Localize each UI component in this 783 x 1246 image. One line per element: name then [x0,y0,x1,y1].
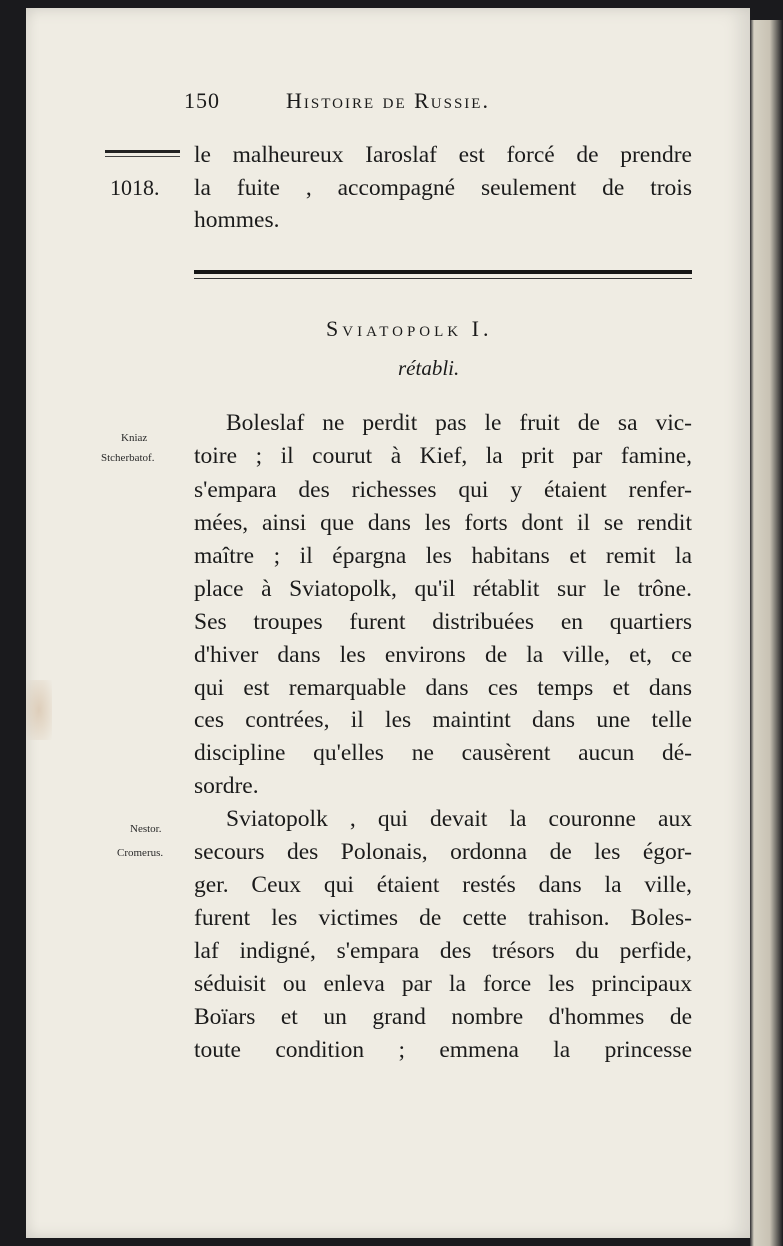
margin-note: Stcherbatof. [101,452,155,464]
margin-rule [105,150,180,153]
text-line: laf indigné, s'empara des trésors du perfide, [194,938,692,964]
section-divider [194,270,692,274]
running-title: Histoire de Russie. [286,88,490,113]
text-line: le malheureux Iaroslaf est forcé de prendre [194,142,692,168]
text-line: ces contrées, il les maintint dans une telle [194,707,692,733]
chapter-subtitle: rétabli. [398,356,460,380]
text-line: qui est remarquable dans ces temps et dans [194,675,692,701]
text-line: s'empara des richesses qui y étaient renfer- [194,477,692,503]
margin-note: Cromerus. [117,847,164,859]
text-line: ger. Ceux qui étaient restés dans la ville, [194,872,692,898]
paper-stain [26,680,52,740]
text-line: discipline qu'elles ne causèrent aucun dé- [194,740,692,766]
text-line: la fuite , accompagné seulement de trois [194,175,692,201]
text-line: maître ; il épargna les habitans et remit la [194,543,692,569]
text-line: hommes. [194,207,280,233]
chapter-title: Sviatopolk I. [326,316,493,341]
text-line: séduisit ou enleva par la force les principaux [194,971,692,997]
text-line: furent les victimes de cette trahison. Boles- [194,905,692,931]
text-line: secours des Polonais, ordonna de les égor- [194,839,692,865]
page-number: 150 [184,88,220,113]
text-line: sordre. [194,773,259,799]
text-line: Sviatopolk , qui devait la couronne aux [226,806,692,832]
section-divider-thin [194,278,692,279]
margin-note: Kniaz [121,432,148,444]
text-line: Ses troupes furent distribuées en quartiers [194,609,692,635]
text-line: Boïars et un grand nombre d'hommes de [194,1004,692,1030]
text-line: toute condition ; emmena la princesse [194,1037,692,1063]
book-gutter [750,20,783,1246]
text-line: d'hiver dans les environs de la ville, et, ce [194,642,692,668]
text-line: mées, ainsi que dans les forts dont il se rendit [194,510,692,536]
text-line: toire ; il courut à Kief, la prit par famine, [194,443,692,469]
text-line: Boleslaf ne perdit pas le fruit de sa vic- [226,410,692,436]
margin-year: 1018. [110,175,160,200]
margin-note: Nestor. [130,823,162,835]
margin-rule-thin [105,156,180,157]
text-line: place à Sviatopolk, qu'il rétablit sur le trône. [194,576,692,602]
